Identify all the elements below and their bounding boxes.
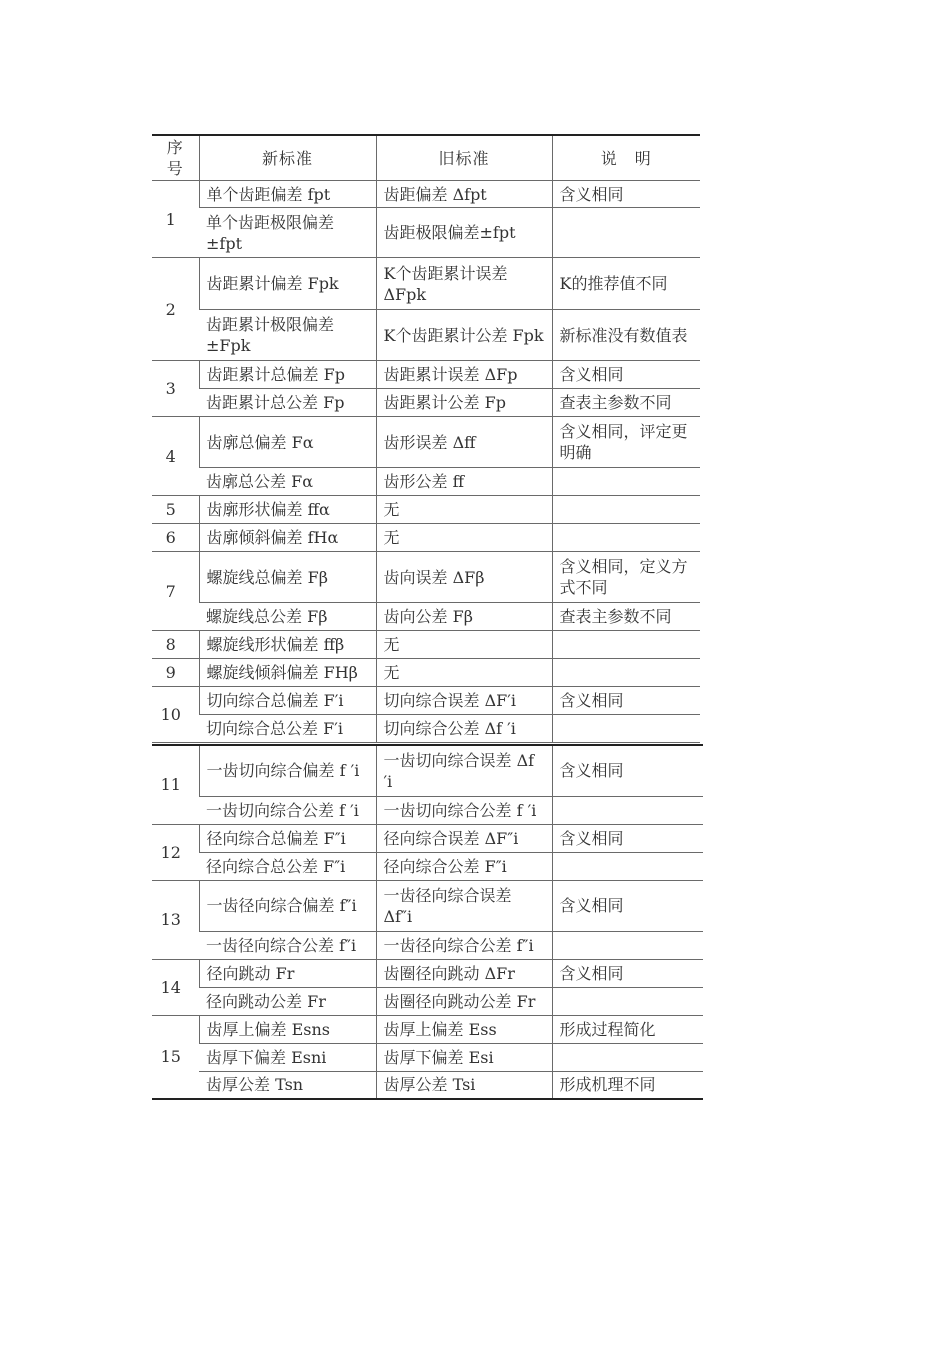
note-cell bbox=[552, 715, 700, 743]
table-row bbox=[152, 824, 703, 852]
table-row bbox=[152, 361, 700, 389]
new-standard-cell: 切向综合总公差 F′i bbox=[199, 715, 376, 743]
note-cell bbox=[552, 931, 703, 959]
table-row bbox=[152, 931, 703, 959]
new-standard-cell: 切向综合总偏差 F′i bbox=[199, 687, 376, 715]
table-row bbox=[152, 310, 700, 361]
note-cell: 含义相同 bbox=[552, 824, 703, 852]
old-standard-cell: 齿距累计公差 Fp bbox=[376, 389, 552, 417]
old-standard-cell: 切向综合误差 ΔF′i bbox=[376, 687, 552, 715]
seq-cell: 5 bbox=[152, 496, 199, 524]
new-standard-cell: 齿厚下偏差 Esni bbox=[199, 1043, 376, 1071]
seq-cell: 8 bbox=[152, 631, 199, 659]
comparison-table-part-2 bbox=[152, 744, 703, 1100]
header-new-standard: 新标准 bbox=[199, 135, 376, 181]
new-standard-cell: 径向跳动公差 Fr bbox=[199, 987, 376, 1015]
table-row bbox=[152, 1015, 703, 1043]
new-standard-cell: 齿厚上偏差 Esns bbox=[199, 1015, 376, 1043]
table-row bbox=[152, 852, 703, 880]
new-standard-cell: 一齿径向综合公差 f″i bbox=[199, 931, 376, 959]
new-standard-cell: 一齿切向综合公差 f ′i bbox=[199, 796, 376, 824]
seq-cell: 7 bbox=[152, 552, 199, 631]
new-standard-cell: 螺旋线总公差 Fβ bbox=[199, 603, 376, 631]
new-standard-cell: 齿距累计偏差 Fpk bbox=[199, 258, 376, 310]
new-standard-cell: 螺旋线倾斜偏差 FHβ bbox=[199, 659, 376, 687]
new-standard-cell: 齿厚公差 Tsn bbox=[199, 1071, 376, 1099]
seq-cell: 9 bbox=[152, 659, 199, 687]
note-cell: 含义相同，定义方式不同 bbox=[552, 552, 700, 603]
table-row bbox=[152, 687, 700, 715]
old-standard-cell: 径向综合误差 ΔF″i bbox=[376, 824, 552, 852]
table-row bbox=[152, 208, 700, 258]
seq-cell: 6 bbox=[152, 524, 199, 552]
table-row bbox=[152, 603, 700, 631]
new-standard-cell: 齿廓总偏差 Fα bbox=[199, 417, 376, 468]
new-standard-cell: 螺旋线形状偏差 ffβ bbox=[199, 631, 376, 659]
note-cell bbox=[552, 852, 703, 880]
seq-cell: 1 bbox=[152, 181, 199, 258]
old-standard-cell: 一齿径向综合公差 f″i bbox=[376, 931, 552, 959]
old-standard-cell: 无 bbox=[376, 524, 552, 552]
note-cell: 含义相同 bbox=[552, 181, 700, 208]
new-standard-cell: 齿廓总公差 Fα bbox=[199, 468, 376, 496]
old-standard-cell: 无 bbox=[376, 496, 552, 524]
new-standard-cell: 齿廓形状偏差 ffα bbox=[199, 496, 376, 524]
table-row bbox=[152, 745, 703, 796]
comparison-table-part-1 bbox=[152, 134, 700, 743]
note-cell: K的推荐值不同 bbox=[552, 258, 700, 310]
table-row bbox=[152, 389, 700, 417]
seq-cell: 15 bbox=[152, 1015, 199, 1099]
new-standard-cell: 径向综合总偏差 F″i bbox=[199, 824, 376, 852]
table-row bbox=[152, 631, 700, 659]
seq-cell: 2 bbox=[152, 258, 199, 361]
seq-cell: 4 bbox=[152, 417, 199, 496]
note-cell bbox=[552, 631, 700, 659]
table-row bbox=[152, 468, 700, 496]
note-cell bbox=[552, 208, 700, 258]
note-cell: 含义相同 bbox=[552, 687, 700, 715]
old-standard-cell: 齿形公差 ff bbox=[376, 468, 552, 496]
new-standard-cell: 一齿径向综合偏差 f″i bbox=[199, 880, 376, 931]
old-standard-cell: 齿厚公差 Tsi bbox=[376, 1071, 552, 1099]
seq-cell: 3 bbox=[152, 361, 199, 417]
table-row bbox=[152, 524, 700, 552]
note-cell bbox=[552, 659, 700, 687]
note-cell: 含义相同 bbox=[552, 959, 703, 987]
table-row bbox=[152, 552, 700, 603]
table-row bbox=[152, 496, 700, 524]
note-cell: 含义相同，评定更明确 bbox=[552, 417, 700, 468]
old-standard-cell: 切向综合公差 Δf ′i bbox=[376, 715, 552, 743]
new-standard-cell: 一齿切向综合偏差 f ′i bbox=[199, 745, 376, 796]
old-standard-cell: K个齿距累计误差 ΔFpk bbox=[376, 258, 552, 310]
note-cell: 含义相同 bbox=[552, 361, 700, 389]
old-standard-cell: 齿距极限偏差±fpt bbox=[376, 208, 552, 258]
new-standard-cell: 齿距累计总偏差 Fp bbox=[199, 361, 376, 389]
header-row bbox=[152, 135, 700, 181]
note-cell bbox=[552, 496, 700, 524]
old-standard-cell: 一齿切向综合公差 f ′i bbox=[376, 796, 552, 824]
note-cell: 查表主参数不同 bbox=[552, 603, 700, 631]
new-standard-cell: 径向跳动 Fr bbox=[199, 959, 376, 987]
table-row bbox=[152, 796, 703, 824]
old-standard-cell: 齿距累计误差 ΔFp bbox=[376, 361, 552, 389]
old-standard-cell: 齿形误差 Δff bbox=[376, 417, 552, 468]
seq-cell: 10 bbox=[152, 687, 199, 743]
note-cell: 含义相同 bbox=[552, 880, 703, 931]
old-standard-cell: 无 bbox=[376, 659, 552, 687]
table-row bbox=[152, 987, 703, 1015]
header-old-standard: 旧标准 bbox=[376, 135, 552, 181]
note-cell bbox=[552, 524, 700, 552]
note-cell bbox=[552, 796, 703, 824]
note-cell: 查表主参数不同 bbox=[552, 389, 700, 417]
note-cell bbox=[552, 468, 700, 496]
old-standard-cell: 齿厚下偏差 Esi bbox=[376, 1043, 552, 1071]
old-standard-cell: 径向综合公差 F″i bbox=[376, 852, 552, 880]
table-row bbox=[152, 181, 700, 208]
old-standard-cell: 无 bbox=[376, 631, 552, 659]
new-standard-cell: 齿距累计极限偏差±Fpk bbox=[199, 310, 376, 361]
old-standard-cell: 齿厚上偏差 Ess bbox=[376, 1015, 552, 1043]
old-standard-cell: 齿向公差 Fβ bbox=[376, 603, 552, 631]
table-row bbox=[152, 1043, 703, 1071]
table-row bbox=[152, 959, 703, 987]
seq-cell: 14 bbox=[152, 959, 199, 1015]
note-cell: 形成过程简化 bbox=[552, 1015, 703, 1043]
old-standard-cell: 齿距偏差 Δfpt bbox=[376, 181, 552, 208]
note-cell: 形成机理不同 bbox=[552, 1071, 703, 1099]
table-row bbox=[152, 417, 700, 468]
note-cell bbox=[552, 1043, 703, 1071]
note-cell: 含义相同 bbox=[552, 745, 703, 796]
old-standard-cell: K个齿距累计公差 Fpk bbox=[376, 310, 552, 361]
old-standard-cell: 齿向误差 ΔFβ bbox=[376, 552, 552, 603]
table-row bbox=[152, 880, 703, 931]
new-standard-cell: 齿距累计总公差 Fp bbox=[199, 389, 376, 417]
new-standard-cell: 径向综合总公差 F″i bbox=[199, 852, 376, 880]
seq-cell: 13 bbox=[152, 880, 199, 959]
header-seq: 序号 bbox=[152, 135, 199, 181]
table-row bbox=[152, 715, 700, 743]
new-standard-cell: 螺旋线总偏差 Fβ bbox=[199, 552, 376, 603]
table-row bbox=[152, 659, 700, 687]
seq-cell: 11 bbox=[152, 745, 199, 824]
table-row bbox=[152, 1071, 703, 1099]
new-standard-cell: 齿廓倾斜偏差 fHα bbox=[199, 524, 376, 552]
old-standard-cell: 齿圈径向跳动 ΔFr bbox=[376, 959, 552, 987]
header-note: 说 明 bbox=[552, 135, 700, 181]
seq-cell: 12 bbox=[152, 824, 199, 880]
old-standard-cell: 一齿切向综合误差 Δf ′i bbox=[376, 745, 552, 796]
table-row bbox=[152, 258, 700, 310]
old-standard-cell: 一齿径向综合误差 Δf″i bbox=[376, 880, 552, 931]
note-cell bbox=[552, 987, 703, 1015]
new-standard-cell: 单个齿距偏差 fpt bbox=[199, 181, 376, 208]
note-cell: 新标准没有数值表 bbox=[552, 310, 700, 361]
old-standard-cell: 齿圈径向跳动公差 Fr bbox=[376, 987, 552, 1015]
new-standard-cell: 单个齿距极限偏差±fpt bbox=[199, 208, 376, 258]
